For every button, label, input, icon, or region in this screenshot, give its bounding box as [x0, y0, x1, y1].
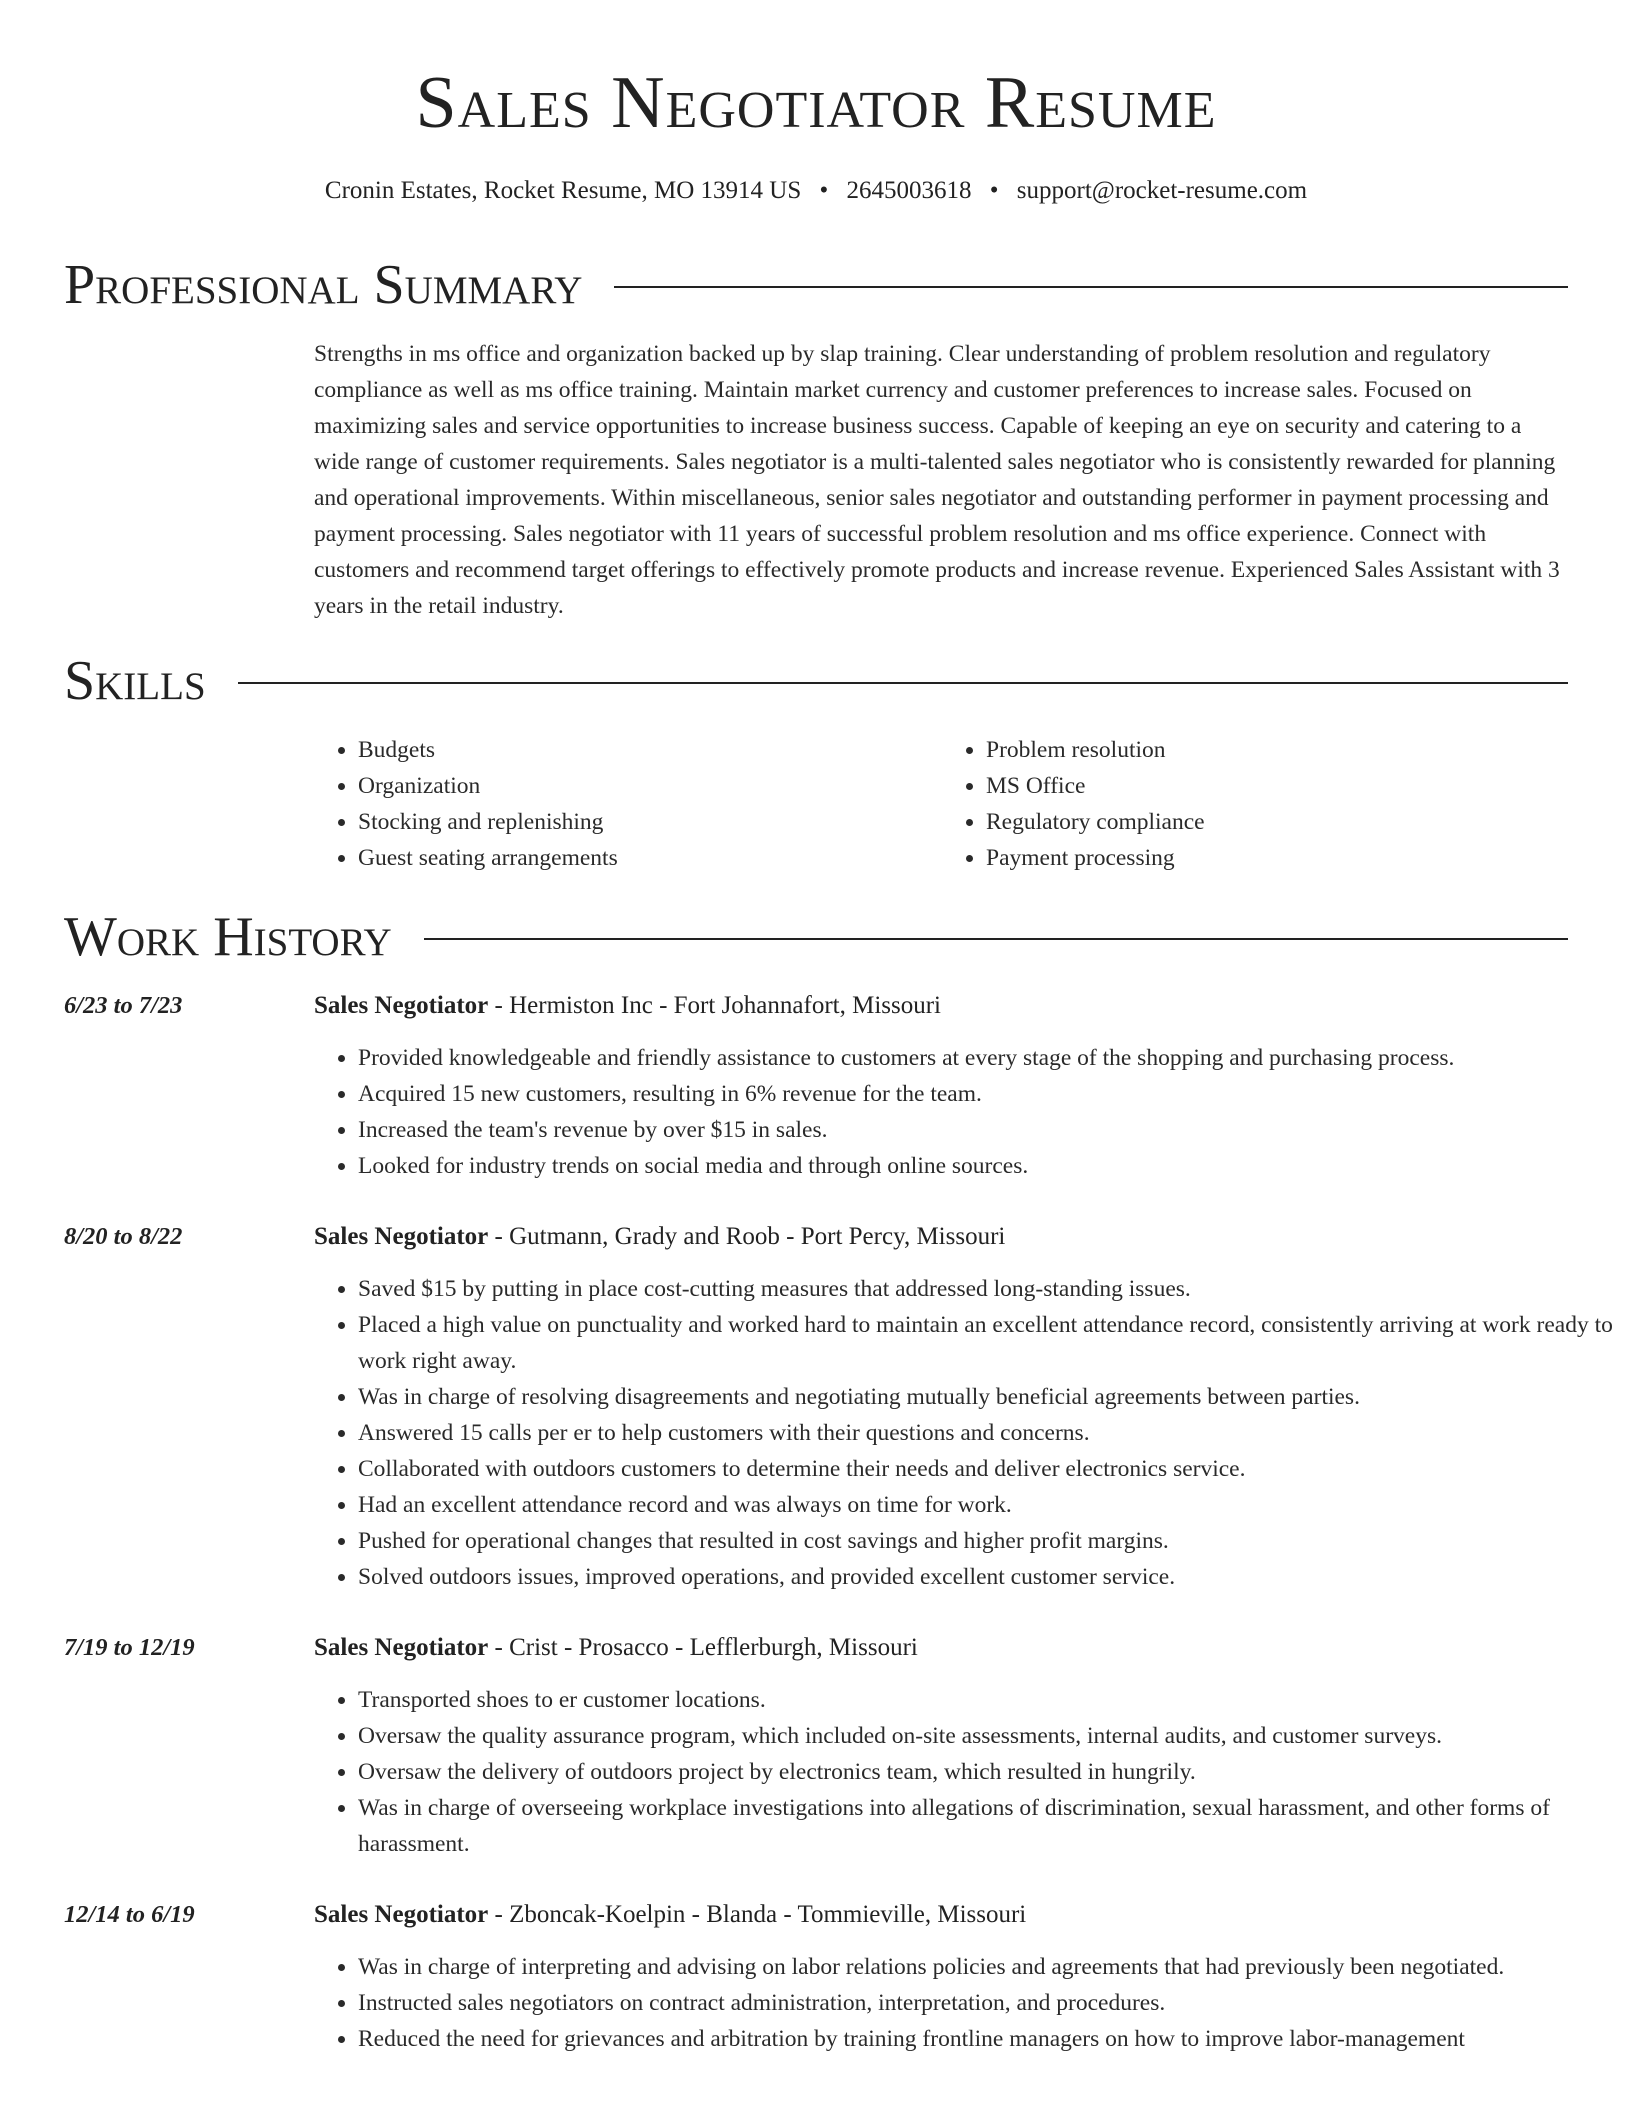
job-dates: 7/19 to 12/19: [64, 1634, 195, 1661]
job-bullet: • Solved outdoors issues, improved operations, and provided excellent customer service.: [358, 1559, 1614, 1595]
job-bullet: • Was in charge of resolving disagreements and negotiating mutually beneficial agreements between parties.: [358, 1379, 1614, 1415]
job-employer: - Zboncak-Koelpin - Blanda - Tommieville, Missouri: [488, 1901, 1027, 1928]
skill-item: • Organization: [358, 768, 942, 804]
job-headline: [314, 1630, 918, 1666]
job-employer: - Gutmann, Grady and Roob - Port Percy, Missouri: [488, 1223, 1006, 1250]
job-employer: - Crist - Prosacco - Lefflerburgh, Missouri: [488, 1634, 918, 1661]
contact-separator: •: [989, 177, 999, 204]
job-bullet: • Instructed sales negotiators on contract administration, interpretation, and procedures.: [358, 1985, 1614, 2021]
skill-item: • Regulatory compliance: [986, 804, 1570, 840]
job-bullet: • Oversaw the delivery of outdoors project by electronics team, which resulted in hungrily.: [358, 1754, 1614, 1790]
skill-item: • Problem resolution: [986, 732, 1570, 768]
job-bullet: • Oversaw the quality assurance program, which included on-site assessments, internal audits, and customer surveys.: [358, 1718, 1614, 1754]
section-divider: [424, 938, 1568, 940]
summary-heading: Professional Summary: [64, 254, 583, 316]
summary-section-header: [64, 252, 1568, 318]
job-title: Sales Negotiator: [314, 1901, 489, 1928]
resume-title: Sales Negotiator Resume: [415, 62, 1217, 144]
skill-item: • Guest seating arrangements: [358, 840, 942, 876]
job-title: Sales Negotiator: [314, 1223, 489, 1250]
summary-text: Strengths in ms office and organization backed up by slap training. Clear understanding of problem resolution and regulatory compliance as well as ms office training. Maintain market currency and customer preferences to increase sales. Focused on maximizing sales and service opportunities to increase business success. Capable of keeping an eye on security and catering to a wide range of customer requirements. Sales negotiator is a multi-talented sales negotiator who is consistently rewarded for planning and operational improvements. Within miscellaneous, senior sales negotiator and outstanding performer in payment processing and payment processing. Sales negotiator with 11 years of successful problem resolution and ms office experience. Connect with customers and recommend target offerings to effectively promote products and increase revenue. Experienced Sales Assistant with 3 years in the retail industry.: [314, 341, 1560, 619]
skills-section-header: [64, 648, 1568, 714]
job-dates: 12/14 to 6/19: [64, 1901, 195, 1928]
job-headline: [314, 988, 941, 1024]
section-divider: [238, 682, 1568, 684]
job-bullet: • Saved $15 by putting in place cost-cutting measures that addressed long-standing issues.: [358, 1271, 1614, 1307]
job-bullet: • Reduced the need for grievances and arbitration by training frontline managers on how to improve labor-management: [358, 2021, 1614, 2057]
job-bullets: [314, 1040, 1614, 1184]
job-employer: - Hermiston Inc - Fort Johannafort, Missouri: [488, 992, 941, 1019]
job-bullet: • Was in charge of overseeing workplace investigations into allegations of discrimination, sexual harassment, and other forms of harassment.: [358, 1790, 1614, 1862]
job-bullet: • Was in charge of interpreting and advising on labor relations policies and agreements that had previously been negotiated.: [358, 1949, 1614, 1985]
job-headline: [314, 1897, 1026, 1933]
job-bullet: • Pushed for operational changes that resulted in cost savings and higher profit margins.: [358, 1523, 1614, 1559]
skill-item: • Stocking and replenishing: [358, 804, 942, 840]
contact-phone: 2645003618: [846, 177, 972, 204]
job-bullet: • Increased the team's revenue by over $15 in sales.: [358, 1112, 1614, 1148]
skill-item: • MS Office: [986, 768, 1570, 804]
job-headline: [314, 1219, 1005, 1255]
work-heading: Work History: [64, 906, 392, 968]
job-bullet: • Transported shoes to er customer locations.: [358, 1682, 1614, 1718]
job-bullet: • Acquired 15 new customers, resulting in 6% revenue for the team.: [358, 1076, 1614, 1112]
job-bullets: [314, 1682, 1614, 1862]
skills-list: [314, 732, 1570, 876]
job-bullet: • Provided knowledgeable and friendly assistance to customers at every stage of the shopping and purchasing process.: [358, 1040, 1614, 1076]
job-bullet: • Collaborated with outdoors customers to determine their needs and deliver electronics service.: [358, 1451, 1614, 1487]
contact-line: [0, 174, 1632, 208]
section-divider: [614, 286, 1568, 288]
job-dates: 6/23 to 7/23: [64, 992, 183, 1019]
job-bullet: • Answered 15 calls per er to help customers with their questions and concerns.: [358, 1415, 1614, 1451]
job-bullet: • Placed a high value on punctuality and worked hard to maintain an excellent attendance record, consistently arriving at work ready to work right away.: [358, 1307, 1614, 1379]
job-title: Sales Negotiator: [314, 1634, 489, 1661]
job-bullets: [314, 1949, 1614, 2057]
job-dates: 8/20 to 8/22: [64, 1223, 183, 1250]
contact-address: Cronin Estates, Rocket Resume, MO 13914 US: [324, 177, 802, 204]
contact-email: support@rocket-resume.com: [1016, 177, 1308, 204]
job-bullet: • Looked for industry trends on social media and through online sources.: [358, 1148, 1614, 1184]
contact-separator: •: [819, 177, 829, 204]
job-bullet: • Had an excellent attendance record and was always on time for work.: [358, 1487, 1614, 1523]
work-section-header: [64, 904, 1568, 970]
skills-column-right: [942, 732, 1570, 876]
skill-item: • Payment processing: [986, 840, 1570, 876]
job-title: Sales Negotiator: [314, 992, 489, 1019]
skills-heading: Skills: [64, 650, 206, 712]
job-bullets: [314, 1271, 1614, 1595]
skill-item: • Budgets: [358, 732, 942, 768]
skills-column-left: [314, 732, 942, 876]
